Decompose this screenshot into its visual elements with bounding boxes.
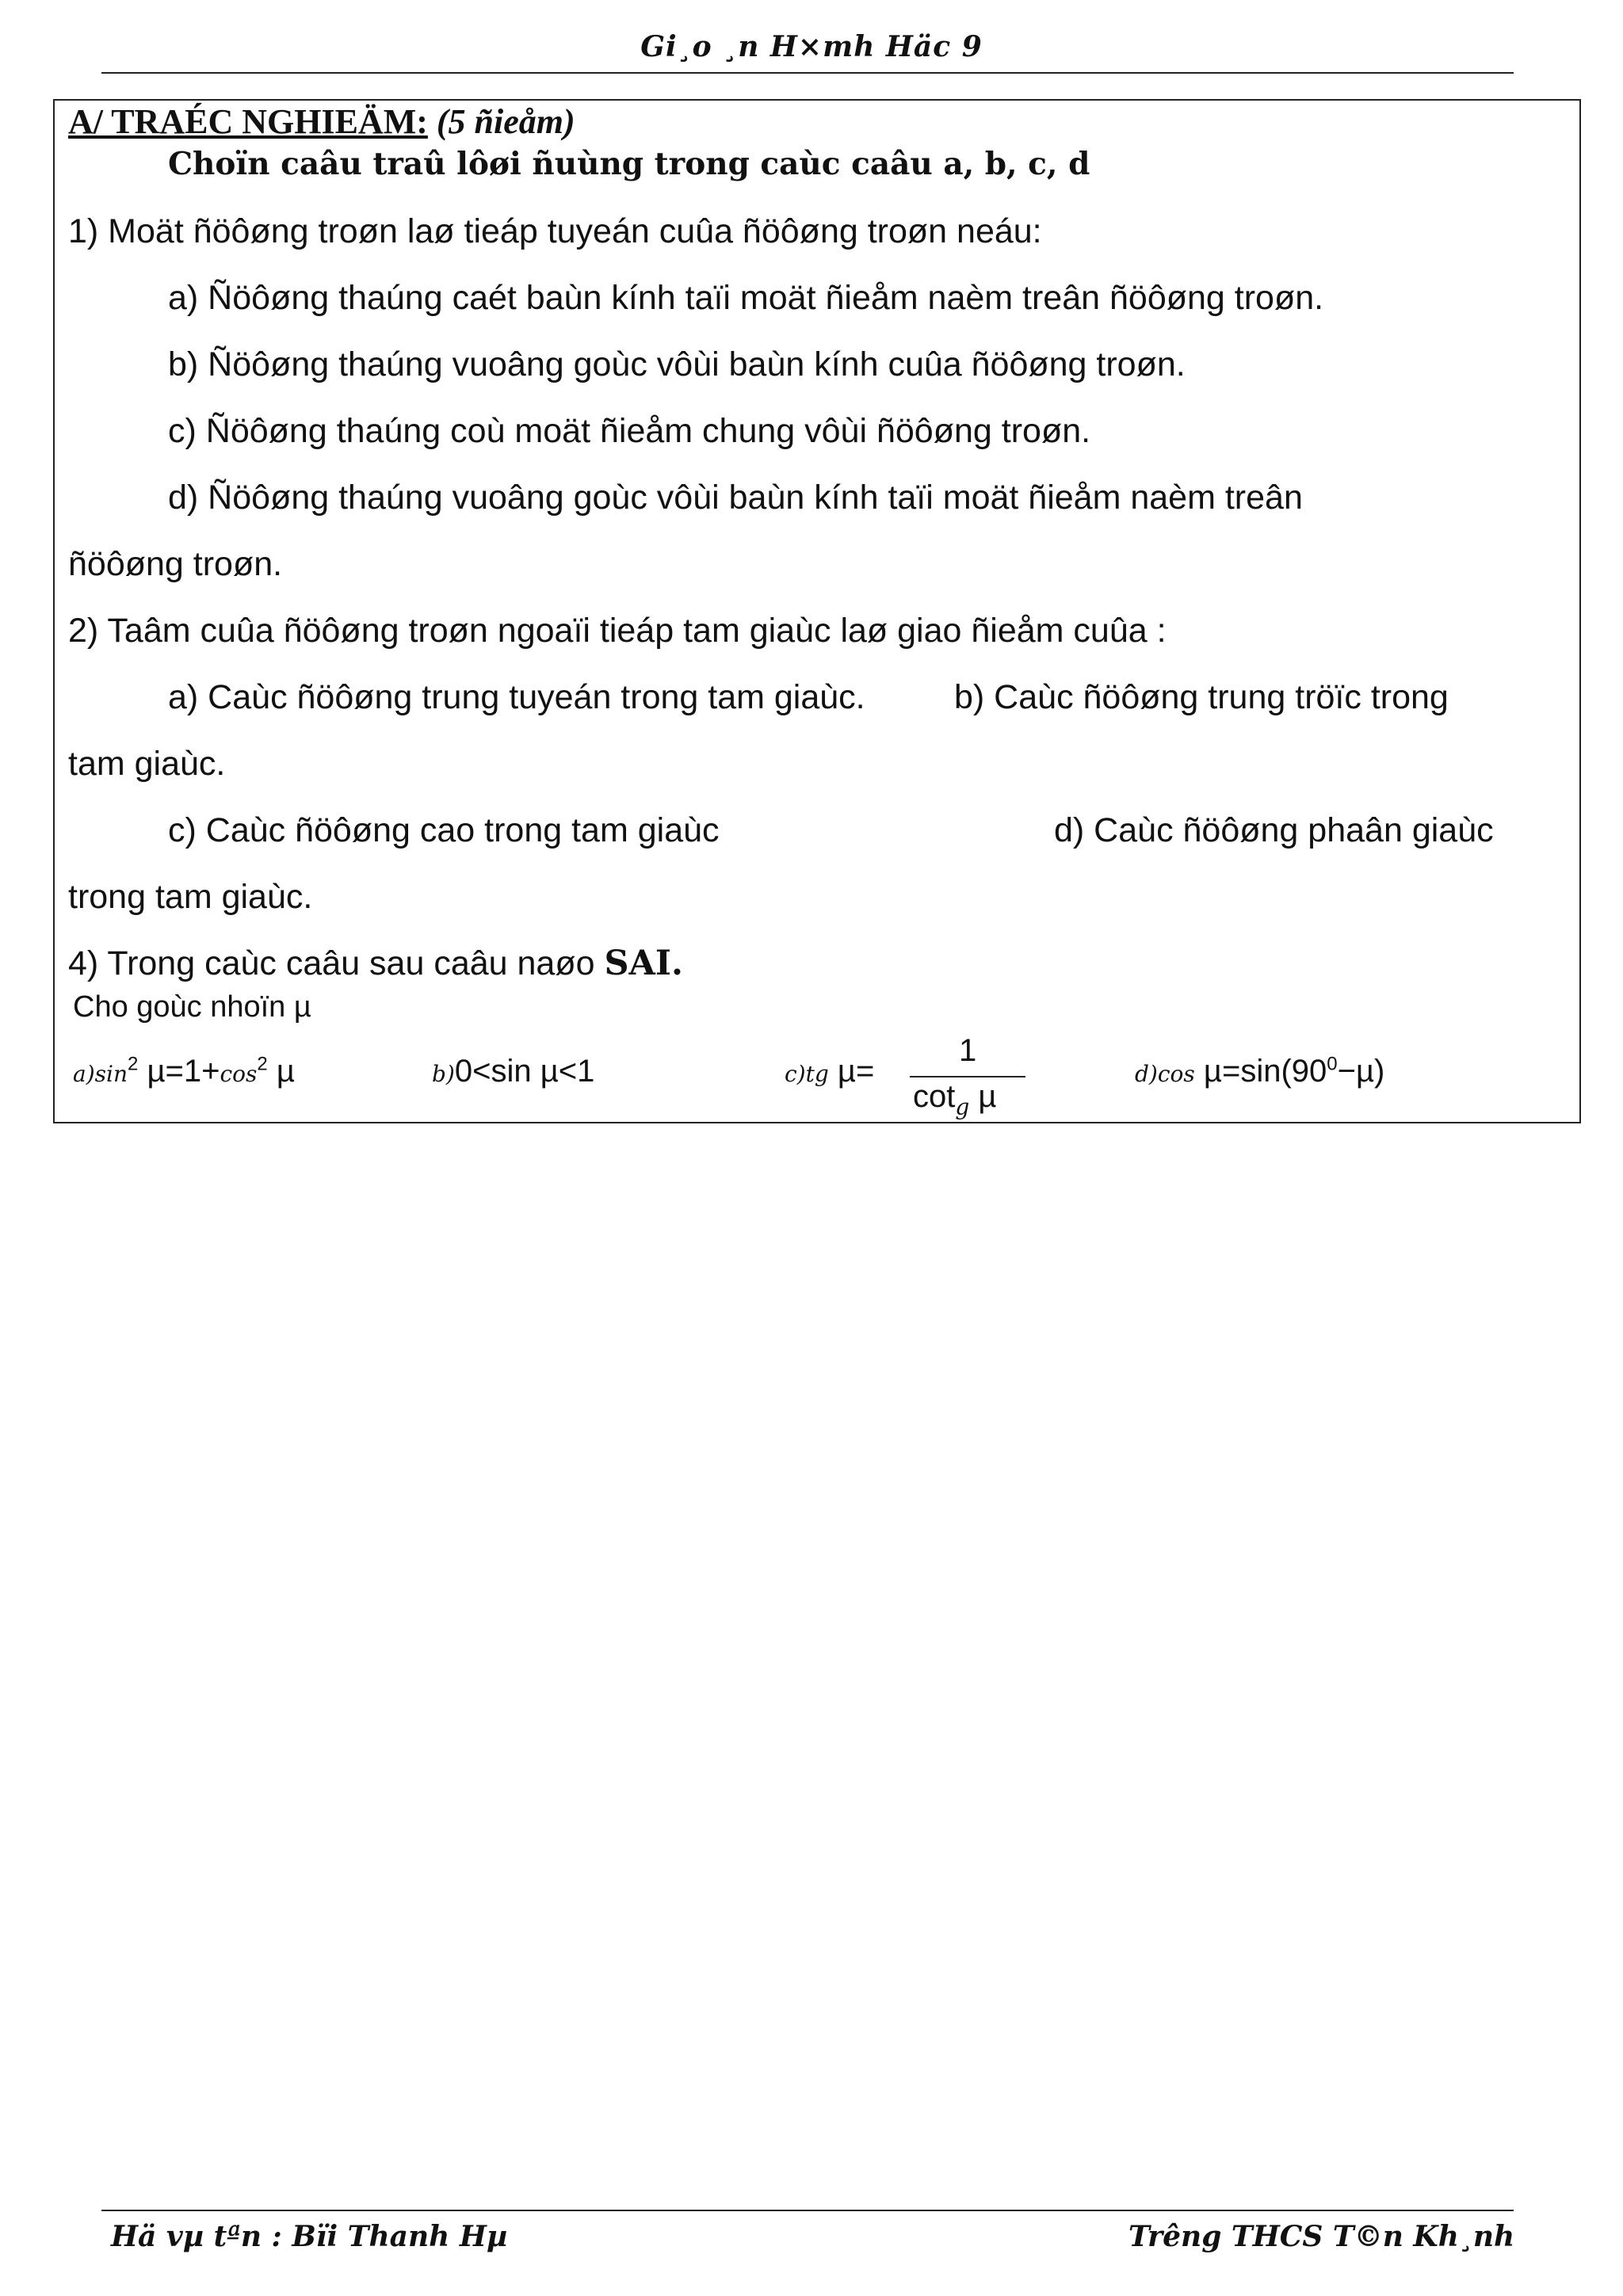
q4-d-tail: −µ) — [1337, 1054, 1385, 1089]
q4-option-a — [73, 1054, 295, 1089]
q4-stem-emphasis: SAI. — [604, 944, 683, 983]
footer-divider — [101, 2210, 1514, 2211]
q4-option-b — [432, 1054, 594, 1089]
q4-stem — [68, 943, 683, 984]
q4-a-sin: sin — [94, 1061, 128, 1087]
q4-d-cos: cos — [1157, 1061, 1195, 1087]
page-header-title: Gi¸o ¸n H×mh Häc 9 — [640, 30, 983, 63]
q1-option-c: c) Ñöôøng thaúng coù moät ñieåm chung vôùi ñöôøng troøn. — [168, 412, 1091, 450]
section-heading — [68, 101, 575, 142]
q4-a-exponent-2: 2 — [257, 1053, 268, 1075]
q4-given — [73, 990, 311, 1024]
q4-c-equals: µ= — [837, 1054, 875, 1089]
q4-a-label: a) — [73, 1061, 95, 1087]
q1-option-b: b) Ñöôøng thaúng vuoâng goùc vôùi baùn kính cuûa ñöôøng troøn. — [168, 345, 1186, 383]
q4-b-expression: 0<sin µ<1 — [454, 1054, 595, 1089]
q4-c-g: g — [955, 1094, 970, 1120]
q4-b-label: b) — [432, 1061, 455, 1087]
header-divider — [101, 72, 1514, 74]
q2-stem: 2) Taâm cuûa ñöôøng troøn ngoaïi tieáp tam giaùc laø giao ñieåm cuûa : — [68, 612, 1167, 650]
footer-school: Trêng THCS T©n Kh¸nh — [1128, 2220, 1515, 2253]
q4-a-tail: µ — [276, 1054, 295, 1089]
q2-option-d-continued: trong tam giaùc. — [68, 878, 313, 916]
q4-a-cos: cos — [220, 1061, 258, 1087]
q2-option-b-continued: tam giaùc. — [68, 745, 226, 783]
q4-d-label: d) — [1135, 1061, 1158, 1087]
q4-a-equals: µ=1+ — [147, 1054, 220, 1089]
q4-c-denominator — [913, 1079, 997, 1120]
instruction-text: Choïn caâu traû lôøi ñuùng trong caùc caâu a, b, c, d — [168, 146, 1090, 182]
q2-option-b: b) Caùc ñöôøng trung tröïc trong — [954, 678, 1449, 716]
q4-c-mu: µ — [978, 1079, 997, 1114]
q4-given-text: Cho goùc nhoïn — [73, 990, 286, 1024]
q4-c-numerator: 1 — [959, 1033, 977, 1068]
q1-stem: 1) Moät ñöôøng troøn laø tieáp tuyeán cuûa ñöôøng troøn neáu: — [68, 212, 1042, 250]
q1-option-a: a) Ñöôøng thaúng caét baùn kính taïi moät ñieåm naèm treân ñöôøng troøn. — [168, 279, 1324, 317]
q4-d-exponent: 0 — [1327, 1053, 1338, 1075]
q2-option-c: c) Caùc ñöôøng cao trong tam giaùc — [168, 811, 720, 849]
q4-c-cot: cot — [913, 1079, 956, 1114]
q4-option-d — [1135, 1054, 1384, 1089]
q4-a-exponent: 2 — [127, 1053, 139, 1075]
q2-option-d: d) Caùc ñöôøng phaân giaùc — [1054, 811, 1494, 849]
q4-given-symbol: µ — [293, 990, 311, 1024]
footer-author: Hä vµ tªn : Bïi Thanh Hµ — [111, 2220, 508, 2253]
q4-c-tg: tg — [805, 1061, 829, 1087]
q4-d-equals: µ=sin(90 — [1203, 1054, 1327, 1089]
q4-c-label: c) — [785, 1061, 806, 1087]
q2-option-a: a) Caùc ñöôøng trung tuyeán trong tam giaùc. — [168, 678, 865, 716]
q4-c-fraction-bar — [910, 1076, 1025, 1077]
q1-option-d-continued: ñöôøng troøn. — [68, 545, 283, 583]
section-points: (5 ñieåm) — [436, 102, 575, 141]
q4-option-c — [785, 1054, 874, 1089]
section-title: A/ TRAÉC NGHIEÄM: — [68, 102, 428, 141]
q1-option-d: d) Ñöôøng thaúng vuoâng goùc vôùi baùn kính taïi moät ñieåm naèm treân — [168, 479, 1303, 517]
q4-stem-text: 4) Trong caùc caâu sau caâu naøo — [68, 944, 595, 982]
